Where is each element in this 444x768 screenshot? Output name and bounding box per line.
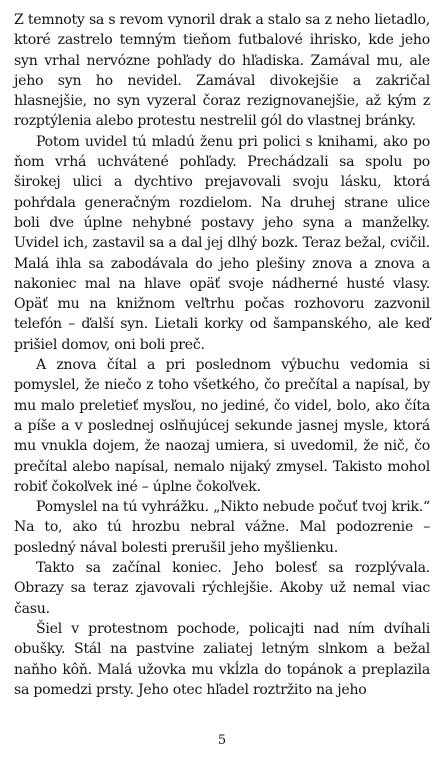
page-number: 5 — [217, 733, 227, 748]
paragraph-6: Šiel v protestnom pochode, policajti nad ním dvíhali obušky. Stál na pastvine zaliatej letným slnkom a bežal naňho kôň. Malá užovka mu vkĺzla do topánok a preplazila sa pomedzi prsty. Jeho otec hľadel roztržito na jeho — [14, 620, 430, 698]
paragraph-3: A znova čítal a pri poslednom výbuchu vedomia si pomyslel, že niečo z toho všetkého, čo prečítal a napísal, by mu malo preletieť mysľou, no jediné, čo videl, bolo, ako číta a píše a v poslednej oslňujúcej sekunde jasnej mysle, ktorá mu vnukla dojem, že naozaj umiera, si uvedomil, že nič, čo prečítal alebo napísal, nemalo nijaký zmysel. Takisto mohol robiť čokoľvek iné – úplne čokoľvek. — [14, 357, 430, 495]
paragraph-5: Takto sa začínal koniec. Jeho bolesť sa rozplývala. Obrazy sa teraz zjavovali rýchlejšie. Akoby už nemal viac času. — [14, 560, 430, 617]
paragraph-4: Pomyslel na tú vyhrážku. „Nikto nebude počuť tvoj krik.“ Na to, ako tú hrozbu nebral vážne. Mal podozrenie – posledný nával bolesti prerušil jeho myšlienku. — [14, 499, 430, 556]
paragraph-2: Potom uvidel tú mladú ženu pri polici s knihami, ako po ňom vrhá uchvátené pohľady. Prechádzali sa spolu po širokej ulici a dychtivo prejavovali svoju lásku, ktorá pohŕdala generačným rozdielom. Na druhej strane ulice boli dve úplne nehybné postavy jeho syna a manželky. Uvidel ich, zastavil sa a dal jej dlhý bozk. Teraz bežal, cvičil. Malá ihla sa zabodávala do jeho plešiny znova a znova a nakoniec mal na hlave opäť svoje nádherné husté vlasy. Opäť mu na knižnom veľtrhu počas rozhovoru zazvonil telefón – ďalší syn. Lietali korky od šampanského, ale keď prišiel domov, oni boli preč. — [14, 133, 430, 353]
page-body — [14, 10, 430, 700]
paragraph-1: Z temnoty sa s revom vynoril drak a stalo sa z neho lietadlo, ktoré zastrelo temným tieňom futbalové ihrisko, kde jeho syn vrhal nervózne pohľady do hľadiska. Zamával mu, ale jeho syn ho nevidel. Zamával divokejšie a zakričal hlasnejšie, no syn vyzeral čoraz rezignovanejšie, až kým z rozptýlenia alebo protestu nestrelil gól do vlastnej bránky. — [14, 12, 430, 130]
